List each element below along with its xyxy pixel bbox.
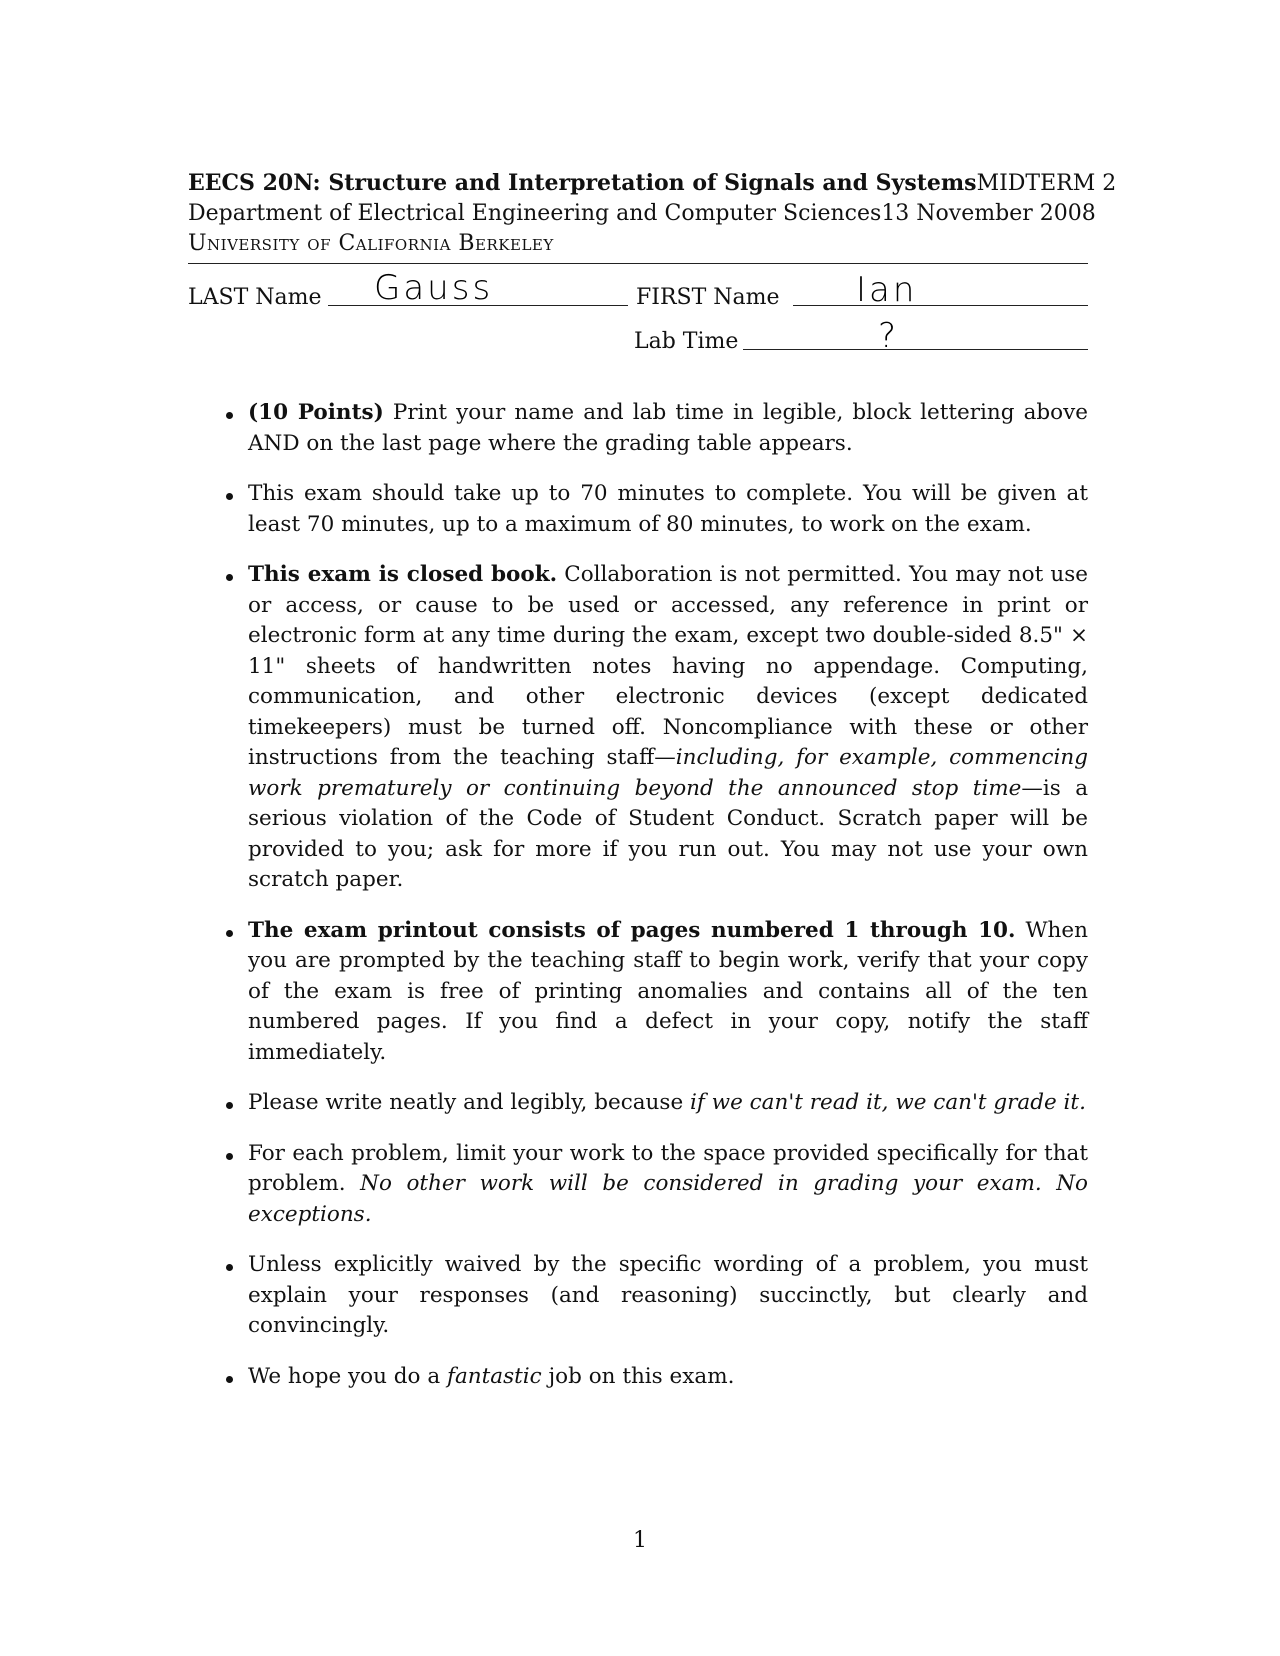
lab-time-row	[188, 312, 1088, 356]
list-item: Unless explicitly waived by the specific wording of a problem, you must explain your responses (and reasoning) succinctly, but clearly and convincingly.	[188, 1250, 1088, 1342]
bullet-icon	[226, 1264, 233, 1271]
header-row-1	[188, 168, 1117, 199]
first-name-line[interactable]	[793, 305, 1088, 306]
instructions-list	[188, 398, 1088, 1392]
header-row-2	[188, 199, 1096, 229]
list-item: (10 Points) Print your name and lab time in legible, block lettering above AND on the last page where the grading table appears.	[188, 398, 1088, 459]
bullet-icon	[226, 1376, 233, 1383]
name-row	[188, 266, 1088, 312]
page-number: 1	[633, 1528, 647, 1553]
course-title: EECS 20N: Structure and Interpretation of Signals and Systems	[188, 170, 977, 196]
list-item: This exam should take up to 70 minutes to complete. You will be given at least 70 minutes, up to a maximum of 80 minutes, to work on the exam.	[188, 479, 1088, 540]
list-item: For each problem, limit your work to the space provided specifically for that problem. No other work will be considered in grading your exam. No exceptions.	[188, 1139, 1088, 1231]
department-name: Department of Electrical Engineering and Computer Sciences	[188, 201, 882, 226]
last-name-handwritten: Gauss	[374, 268, 494, 308]
bullet-icon	[226, 493, 233, 500]
bullet-icon	[226, 1153, 233, 1160]
list-item: Please write neatly and legibly, because if we can't read it, we can't grade it.	[188, 1088, 1088, 1119]
first-name-label: FIRST Name	[636, 285, 780, 310]
university-name: University of California Berkeley	[188, 231, 554, 256]
lab-time-line[interactable]	[743, 349, 1088, 350]
exam-name: MIDTERM 2	[976, 171, 1117, 196]
exam-cover-page	[188, 168, 1117, 1412]
list-item: This exam is closed book. Collaboration is not permitted. You may not use or access, or cause to be used or accessed, any reference in print or electronic form at any time during the exam, except two double-sided 8.5" × 11" sheets of handwritten notes having no appendage. Computing, communication, and other electronic devices (except dedicated timekeepers) must be turned off. Noncompliance with these or other instructions from the teaching staff—including, for example, commencing work prematurely or continuing beyond the announced stop time—is a serious violation of the Code of Student Conduct. Scratch paper will be provided to you; ask for more if you run out. You may not use your own scratch paper.	[188, 560, 1088, 896]
header-rule	[188, 263, 1088, 264]
bullet-icon	[226, 930, 233, 937]
bullet-icon	[226, 412, 233, 419]
list-item: The exam printout consists of pages numbered 1 through 10. When you are prompted by the teaching staff to begin work, verify that your copy of the exam is free of printing anomalies and contains all of the ten numbered pages. If you find a defect in your copy, notify the staff immediately.	[188, 916, 1088, 1069]
lab-time-handwritten: ?	[878, 316, 900, 356]
bullet-icon	[226, 574, 233, 581]
first-name-handwritten: Ian	[856, 270, 918, 310]
last-name-label: LAST Name	[188, 285, 322, 310]
list-item: We hope you do a fantastic job on this exam.	[188, 1362, 1088, 1393]
lab-time-label: Lab Time	[634, 329, 739, 354]
bullet-icon	[226, 1102, 233, 1109]
exam-date: 13 November 2008	[881, 201, 1096, 226]
